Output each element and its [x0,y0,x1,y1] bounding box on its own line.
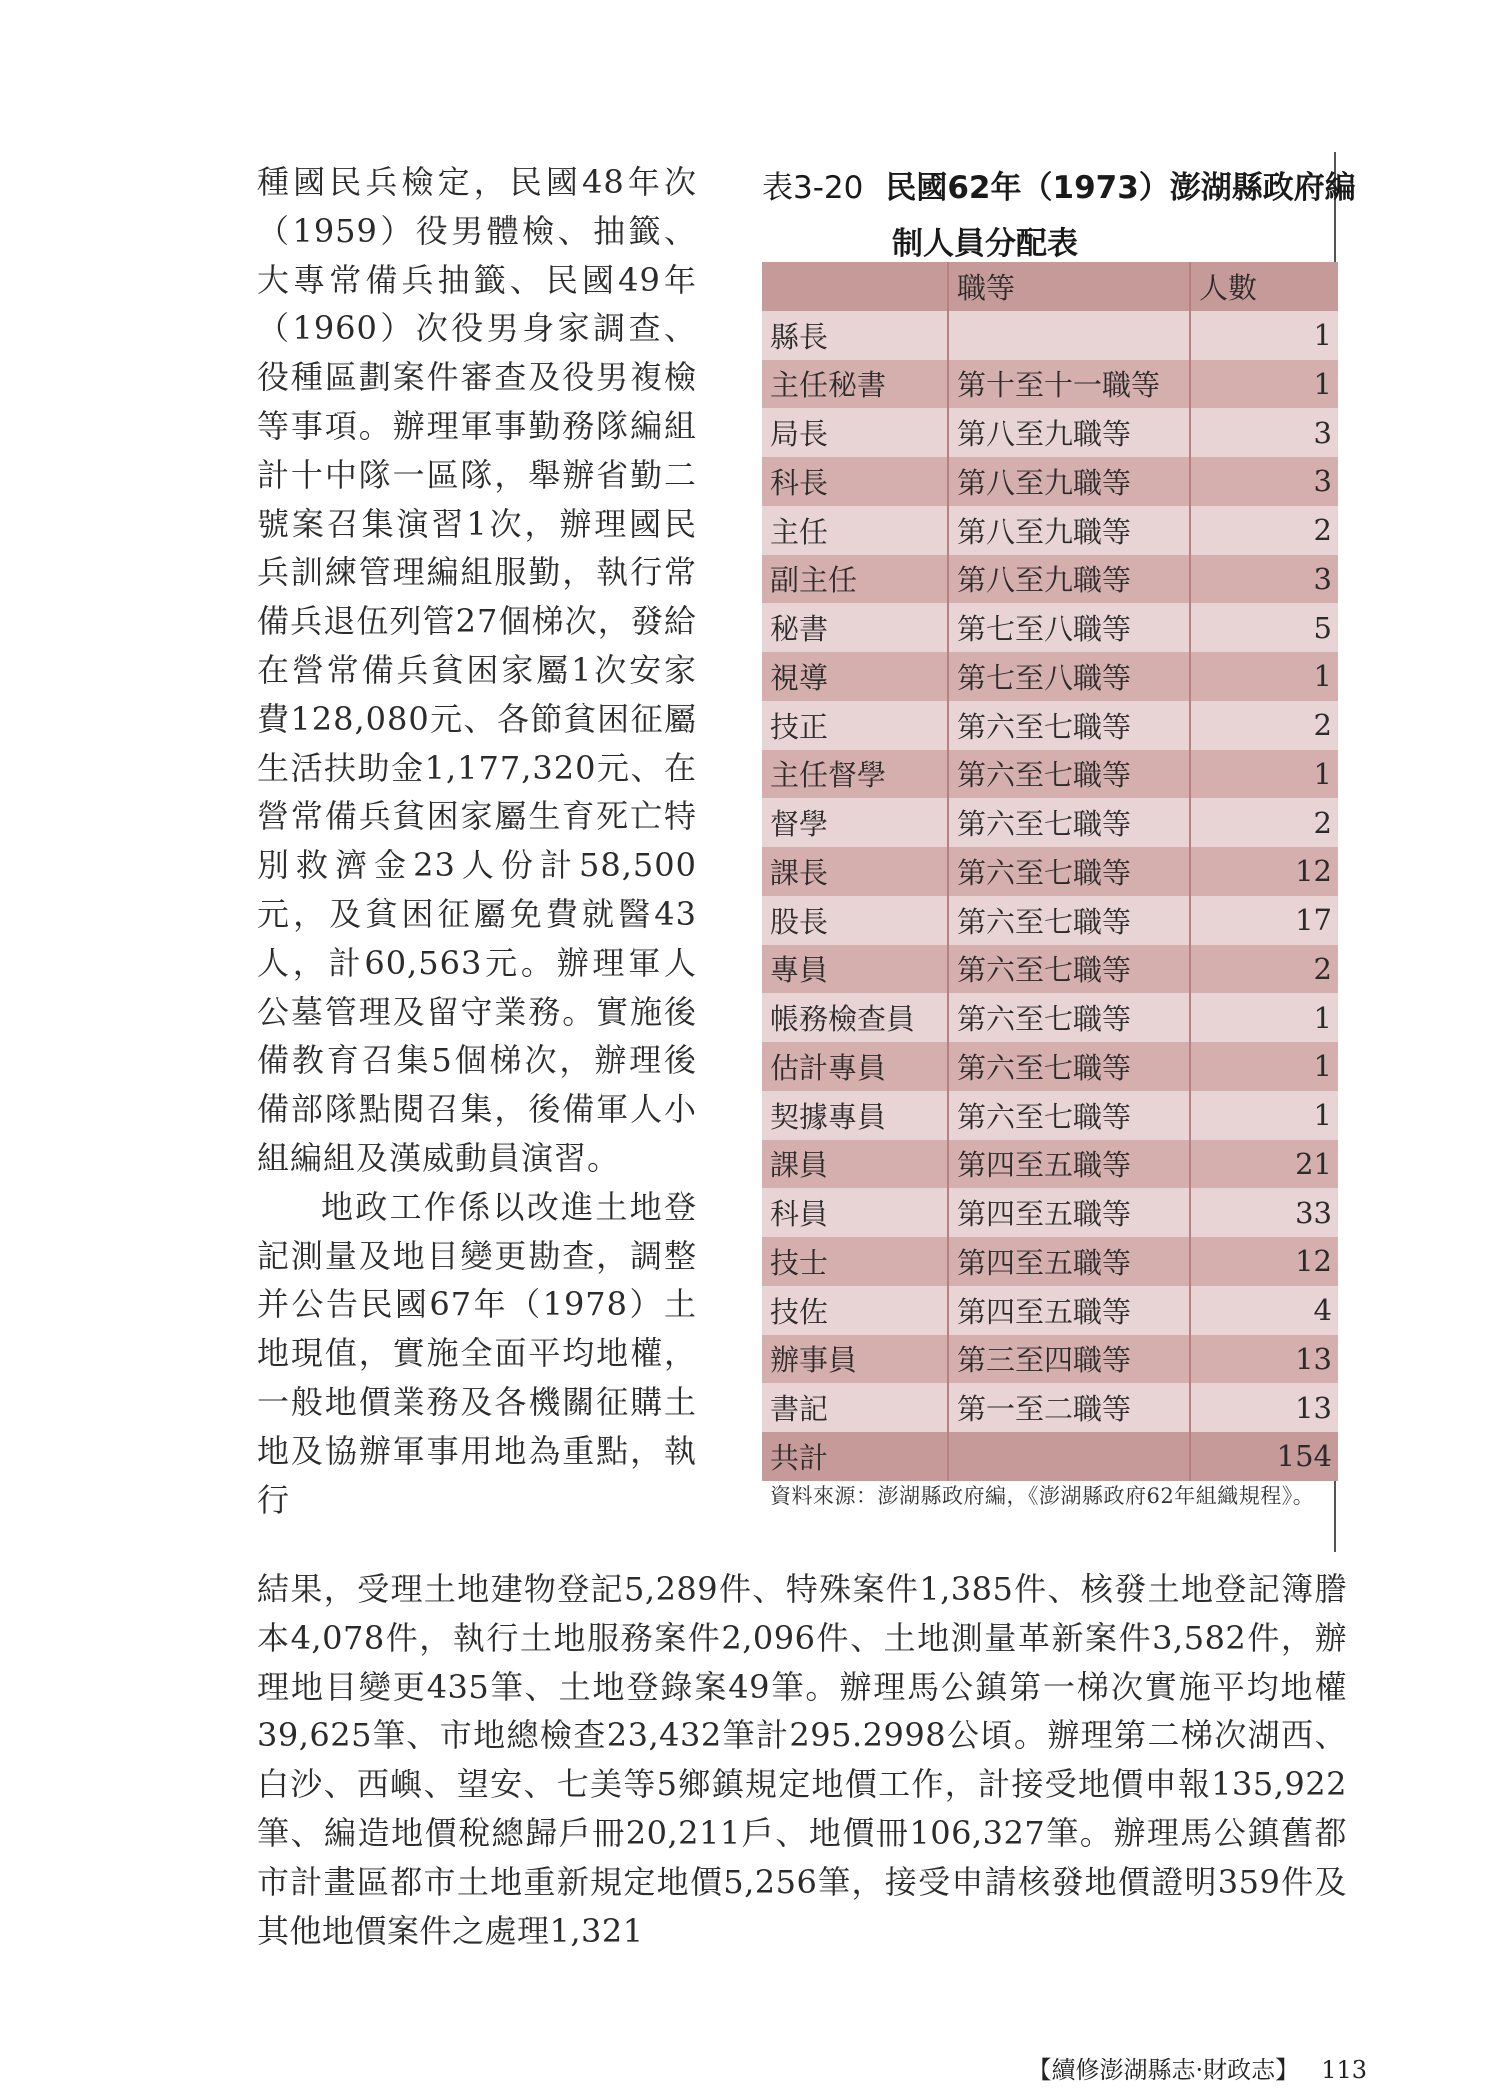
table-header-row [762,262,1338,311]
cell-grade: 第八至九職等 [948,457,1190,506]
table-row [762,847,1338,896]
cell-grade: 第六至七職等 [948,798,1190,847]
cell-grade: 第六至七職等 [948,750,1190,799]
table-row [762,457,1338,506]
cell-count: 154 [1190,1432,1338,1481]
header-grade: 職等 [948,262,1190,311]
cell-count: 4 [1190,1286,1338,1335]
table-row [762,993,1338,1042]
cell-title: 視導 [762,652,948,701]
cell-title: 共計 [762,1432,948,1481]
cell-grade: 第一至二職等 [948,1383,1190,1432]
table-row [762,408,1338,457]
cell-count: 17 [1190,896,1338,945]
cell-grade: 第七至八職等 [948,652,1190,701]
cell-count: 2 [1190,798,1338,847]
cell-title: 估計專員 [762,1042,948,1091]
cell-grade: 第十至十一職等 [948,360,1190,409]
cell-title: 技佐 [762,1286,948,1335]
table-row [762,506,1338,555]
cell-title: 局長 [762,408,948,457]
left-column-text [257,158,697,1524]
cell-grade: 第八至九職等 [948,555,1190,604]
staff-allocation-table [762,262,1338,1481]
cell-grade: 第八至九職等 [948,408,1190,457]
paragraph-land-results: 結果，受理土地建物登記5,289件、特殊案件1,385件、核發土地登記簿謄本4,078件，執行土地服務案件2,096件、土地測量革新案件3,582件，辦理地目變更435筆、土地登錄案49筆。辦理馬公鎮第一梯次實施平均地權39,625筆、市地總檢查23,432筆計295.2998公頃。辦理第二梯次湖西、白沙、西嶼、望安、七美等5鄉鎮規定地價工作，計接受地價申報135,922筆、編造地價稅總歸戶冊20,211戶、地價冊106,327筆。辦理馬公鎮舊都市計畫區都市土地重新規定地價5,256筆，接受申請核發地價證明359件及其他地價案件之處理1,321 [257,1570,1347,1950]
page-number: 113 [1321,2056,1367,2084]
table-title-line2: 制人員分配表 [892,226,1078,262]
cell-count: 2 [1190,506,1338,555]
cell-title: 督學 [762,798,948,847]
cell-grade: 第四至五職等 [948,1140,1190,1189]
cell-title: 課長 [762,847,948,896]
cell-count: 1 [1190,750,1338,799]
cell-grade: 第八至九職等 [948,506,1190,555]
table-row [762,1237,1338,1286]
table-row [762,750,1338,799]
header-count: 人數 [1190,262,1338,311]
table-row [762,1383,1338,1432]
table-row [762,311,1338,360]
table-row [762,1091,1338,1140]
cell-grade: 第六至七職等 [948,896,1190,945]
cell-count: 2 [1190,945,1338,994]
table-row [762,798,1338,847]
header-title [762,262,948,311]
table-source-note: 資料來源：澎湖縣政府編，《澎湖縣政府62年組織規程》。 [770,1484,1315,1508]
cell-count: 13 [1190,1335,1338,1384]
cell-title: 縣長 [762,311,948,360]
cell-title: 主任 [762,506,948,555]
cell-count: 1 [1190,360,1338,409]
cell-title: 書記 [762,1383,948,1432]
table-caption [762,160,1362,272]
cell-count: 5 [1190,603,1338,652]
cell-grade: 第七至八職等 [948,603,1190,652]
cell-count: 1 [1190,311,1338,360]
cell-count: 1 [1190,652,1338,701]
cell-grade: 第六至七職等 [948,1091,1190,1140]
cell-title: 契據專員 [762,1091,948,1140]
cell-grade: 第四至五職等 [948,1286,1190,1335]
cell-title: 股長 [762,896,948,945]
cell-grade: 第三至四職等 [948,1335,1190,1384]
bottom-text-block [257,1565,1347,1955]
table-total-row [762,1432,1338,1481]
cell-title: 專員 [762,945,948,994]
cell-title: 技士 [762,1237,948,1286]
cell-count: 2 [1190,701,1338,750]
table-row [762,603,1338,652]
page-footer [1028,2050,1367,2085]
table-row [762,555,1338,604]
cell-title: 科長 [762,457,948,506]
paragraph-land-administration: 地政工作係以改進土地登記測量及地目變更勘查，調整并公告民國67年（1978）土地現值，實施全面平均地權，一般地價業務及各機關征購土地及協辦軍事用地為重點，執行 [257,1187,697,1519]
cell-count: 3 [1190,408,1338,457]
table-row [762,1188,1338,1237]
table-row [762,1286,1338,1335]
cell-grade: 第四至五職等 [948,1188,1190,1237]
table-number: 表3-20 [762,170,864,206]
table-row [762,945,1338,994]
table-row [762,652,1338,701]
cell-grade [948,311,1190,360]
cell-count: 13 [1190,1383,1338,1432]
cell-grade: 第四至五職等 [948,1237,1190,1286]
cell-count: 21 [1190,1140,1338,1189]
cell-grade: 第六至七職等 [948,993,1190,1042]
cell-count: 3 [1190,555,1338,604]
cell-count: 1 [1190,1042,1338,1091]
table-row [762,1042,1338,1091]
table-row [762,896,1338,945]
table-row [762,1140,1338,1189]
table-row [762,701,1338,750]
cell-title: 副主任 [762,555,948,604]
cell-title: 主任督學 [762,750,948,799]
cell-count: 1 [1190,1091,1338,1140]
cell-title: 課員 [762,1140,948,1189]
cell-count: 12 [1190,847,1338,896]
table-title-line1: 民國62年（1973）澎湖縣政府編 [885,170,1356,206]
cell-count: 3 [1190,457,1338,506]
cell-title: 秘書 [762,603,948,652]
table-row [762,1335,1338,1384]
cell-title: 帳務檢查員 [762,993,948,1042]
cell-grade: 第六至七職等 [948,945,1190,994]
cell-title: 辦事員 [762,1335,948,1384]
cell-title: 主任秘書 [762,360,948,409]
cell-count: 12 [1190,1237,1338,1286]
cell-title: 科員 [762,1188,948,1237]
book-title: 【續修澎湖縣志·財政志】 [1027,2056,1300,2084]
cell-grade: 第六至七職等 [948,847,1190,896]
cell-count: 1 [1190,993,1338,1042]
cell-grade [948,1432,1190,1481]
paragraph-military-affairs: 種國民兵檢定，民國48年次（1959）役男體檢、抽籤、大專常備兵抽籤、民國49年（1960）次役男身家調查、役種區劃案件審查及役男複檢等事項。辦理軍事勤務隊編組計十中隊一區隊，舉辦省勤二號案召集演習1次，辦理國民兵訓練管理編組服勤，執行常備兵退伍列管27個梯次，發給在營常備兵貧困家屬1次安家費128,080元、各節貧困征屬生活扶助金1,177,320元、在營常備兵貧困家屬生育死亡特別救濟金23人份計58,500元，及貧困征屬免費就醫43人，計60,563元。辦理軍人公墓管理及留守業務。實施後備教育召集5個梯次，辦理後備部隊點閱召集，後備軍人小組編組及漢威動員演習。 [257,163,697,1177]
table-row [762,360,1338,409]
cell-grade: 第六至七職等 [948,1042,1190,1091]
cell-grade: 第六至七職等 [948,701,1190,750]
cell-title: 技正 [762,701,948,750]
cell-count: 33 [1190,1188,1338,1237]
